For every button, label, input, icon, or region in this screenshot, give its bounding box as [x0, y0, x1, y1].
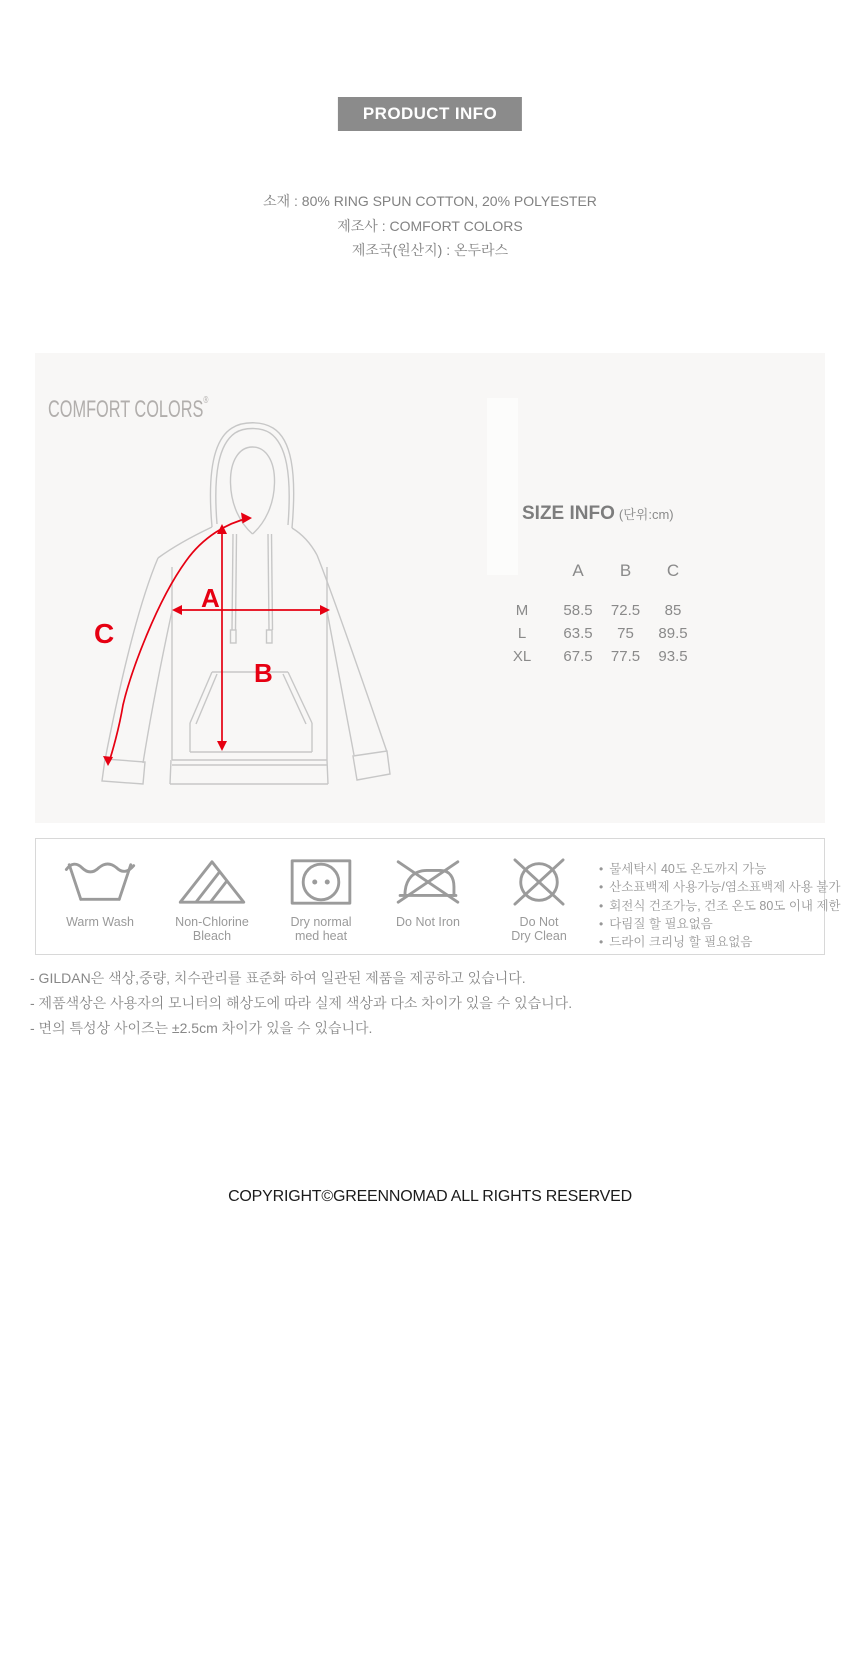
care-label: Warm Wash: [66, 915, 134, 929]
care-bullet: • 다림질 할 필요없음: [599, 915, 841, 933]
cell-value: 67.5: [563, 648, 593, 665]
cell-value: 63.5: [563, 625, 593, 642]
product-notes: [30, 966, 572, 1041]
product-info-lines: [0, 189, 860, 263]
care-item-tumble-dry: [266, 857, 376, 943]
care-bullet: • 회전식 건조가능, 건조 온도 80도 이내 제한: [599, 897, 841, 915]
cell-value: 72.5: [610, 602, 641, 619]
bullet-dot: •: [599, 916, 604, 931]
care-label: Do Not Iron: [396, 915, 460, 929]
warm-wash-icon: [63, 857, 137, 907]
care-label: Non-Chlorine Bleach: [175, 915, 249, 943]
cell-value: 93.5: [658, 648, 688, 665]
cell-value: 85: [664, 602, 682, 619]
care-item-warm-wash: [45, 857, 155, 929]
measure-label-c: C: [94, 618, 115, 649]
non-chlorine-bleach-icon: [175, 857, 249, 907]
col-header-b: B: [619, 560, 632, 580]
size-label: L: [517, 625, 527, 642]
cell-value: 58.5: [563, 602, 593, 619]
measurement-arrows: [94, 513, 330, 767]
size-label: XL: [512, 648, 532, 665]
manufacturer-line: 제조사 : COMFORT COLORS: [337, 217, 523, 234]
care-bullet: • 드라이 크리닝 할 필요없음: [599, 933, 841, 951]
size-table-header: [490, 559, 697, 582]
tumble-dry-medium-icon: [284, 857, 358, 907]
brand-logo: [48, 395, 208, 424]
size-info-heading: [522, 503, 674, 525]
bullet-dot: •: [599, 898, 604, 913]
do-not-dry-clean-icon: [502, 857, 576, 907]
registered-mark: ®: [203, 395, 209, 406]
size-info-title: SIZE INFO: [522, 503, 615, 524]
care-bullet: • 물세탁시 40도 온도까지 가능: [599, 860, 841, 878]
cell-value: 89.5: [658, 625, 688, 642]
col-header-a: A: [572, 560, 584, 580]
bullet-dot: •: [599, 935, 604, 950]
origin-line: 제조국(원산지) : 온두라스: [351, 242, 509, 258]
brand-logo-text: COMFORT COLORS: [48, 396, 204, 423]
note-line: - 제품색상은 사용자의 모니터의 해상도에 따라 실제 색상과 다소 차이가 있을 수 있습니다.: [30, 995, 573, 1011]
care-bullet-list: [599, 860, 841, 951]
panel-highlight-strip: [487, 398, 518, 575]
measure-label-a: A: [201, 583, 220, 613]
do-not-iron-icon: [391, 857, 465, 907]
bullet-dot: •: [599, 880, 604, 895]
size-table: [490, 559, 697, 668]
table-row: [490, 622, 697, 645]
care-bullet: • 산소표백제 사용가능/염소표백제 사용 불가: [599, 878, 841, 896]
measure-label-b: B: [254, 658, 273, 688]
bullet-dot: •: [599, 862, 604, 876]
care-instructions-box: [35, 838, 841, 955]
copyright-text: COPYRIGHT©GREENNOMAD ALL RIGHTS RESERVED: [228, 1188, 632, 1205]
care-label: Do Not Dry Clean: [511, 915, 567, 943]
note-line: - 면의 특성상 사이즈는 ±2.5cm 차이가 있을 수 있습니다.: [30, 1020, 373, 1036]
col-header-c: C: [666, 560, 680, 580]
cell-value: 75: [617, 625, 634, 642]
care-item-non-chlorine-bleach: [157, 857, 267, 943]
hoodie-outline-drawing: [102, 423, 390, 784]
note-line: - GILDAN은 색상,중량, 치수관리를 표준화 하여 일관된 제품을 제공하고 있습니다.: [30, 970, 526, 986]
care-item-do-not-dry-clean: [484, 857, 594, 943]
product-info-badge: PRODUCT INFO: [338, 97, 522, 131]
cell-value: 77.5: [610, 648, 641, 665]
size-info-unit: (단위:cm): [618, 507, 674, 522]
material-line: 소재 : 80% RING SPUN COTTON, 20% POLYESTER: [263, 193, 597, 209]
size-info-panel: [35, 353, 825, 823]
size-label: M: [515, 602, 529, 619]
care-item-do-not-iron: [373, 857, 483, 929]
table-row: [490, 599, 697, 622]
table-row: [490, 645, 697, 668]
care-label: Dry normal med heat: [290, 915, 352, 943]
